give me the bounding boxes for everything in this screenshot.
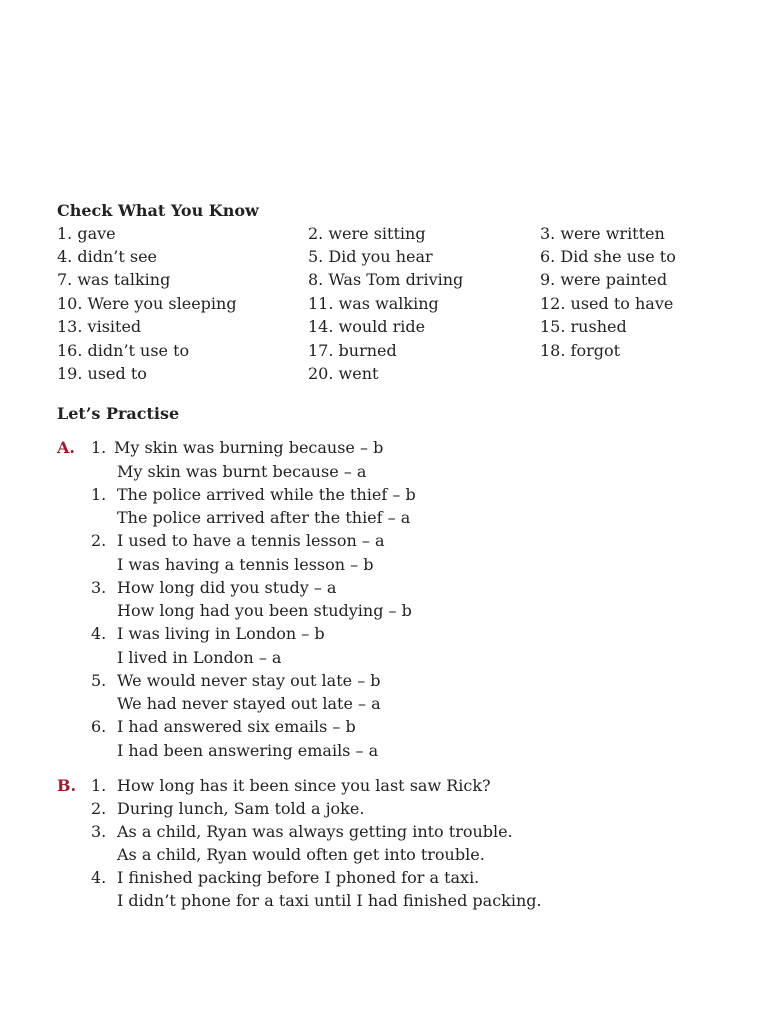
item-line: We would never stay out late – b	[117, 671, 381, 690]
item-line: We had never stayed out late – a	[117, 694, 381, 713]
part-b-label: B.	[57, 776, 77, 795]
item-line: My skin was burning because – b	[114, 438, 384, 457]
item-line: The police arrived while the thief – b	[117, 485, 416, 504]
item-number: 6.	[91, 717, 107, 736]
item-number: 4.	[91, 868, 107, 887]
item-line: How long did you study – a	[117, 578, 337, 597]
part-a-label: A.	[57, 438, 75, 457]
answer-item: 12. used to have	[540, 294, 674, 313]
answer-item: 15. rushed	[540, 317, 627, 336]
item-line: I had answered six emails – b	[117, 717, 356, 736]
item-line: My skin was burnt because – a	[117, 462, 367, 481]
item-number: 3.	[91, 822, 107, 841]
item-line: I was living in London – b	[117, 624, 325, 643]
answer-item: 13. visited	[57, 317, 142, 336]
item-number: 2.	[91, 799, 107, 818]
check-what-you-know-heading: Check What You Know	[57, 201, 259, 220]
item-line: As a child, Ryan was always getting into trouble.	[117, 822, 513, 841]
answer-item: 17. burned	[308, 341, 397, 360]
answer-item: 5. Did you hear	[308, 247, 433, 266]
answer-item: 16. didn’t use to	[57, 341, 190, 360]
item-number: 5.	[91, 671, 107, 690]
item-line: I didn’t phone for a taxi until I had finished packing.	[117, 891, 542, 910]
answer-item: 18. forgot	[540, 341, 621, 360]
item-line: As a child, Ryan would often get into trouble.	[117, 845, 485, 864]
item-line: How long has it been since you last saw Rick?	[117, 776, 491, 795]
item-number: 1.	[91, 485, 107, 504]
answer-item: 11. was walking	[308, 294, 439, 313]
item-line: How long had you been studying – b	[117, 601, 412, 620]
answer-item: 14. would ride	[308, 317, 426, 336]
answer-item: 4. didn’t see	[57, 247, 158, 266]
item-line: The police arrived after the thief – a	[117, 508, 411, 527]
item-line: I used to have a tennis lesson – a	[117, 531, 385, 550]
answer-item: 20. went	[308, 364, 379, 383]
answer-item: 8. Was Tom driving	[308, 270, 464, 289]
item-number: 2.	[91, 531, 107, 550]
item-line: I had been answering emails – a	[117, 741, 379, 760]
answer-item: 10. Were you sleeping	[57, 294, 237, 313]
answer-item: 7. was talking	[57, 270, 171, 289]
item-number: 3.	[91, 578, 107, 597]
item-line: I was having a tennis lesson – b	[117, 555, 374, 574]
item-line: I lived in London – a	[117, 648, 282, 667]
item-number: 1.	[91, 776, 107, 795]
answer-item: 6. Did she use to	[540, 247, 676, 266]
item-number: 1.	[91, 438, 107, 457]
answer-item: 3. were written	[540, 224, 665, 243]
item-number: 4.	[91, 624, 107, 643]
answer-item: 2. were sitting	[308, 224, 426, 243]
answer-item: 1. gave	[57, 224, 116, 243]
item-line: I finished packing before I phoned for a taxi.	[117, 868, 480, 887]
answer-item: 19. used to	[57, 364, 147, 383]
answer-item: 9. were painted	[540, 270, 668, 289]
item-line: During lunch, Sam told a joke.	[117, 799, 365, 818]
lets-practise-heading: Let’s Practise	[57, 404, 180, 423]
